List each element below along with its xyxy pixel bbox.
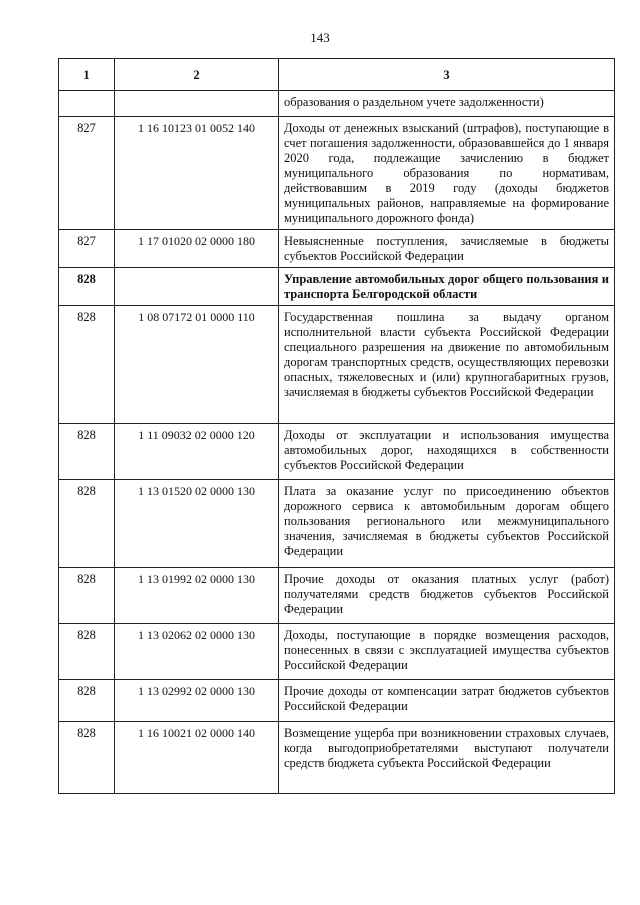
admin-code-cell: 828 — [59, 306, 115, 424]
column-header-1: 1 — [59, 59, 115, 91]
description-cell: Доходы, поступающие в порядке возмещения расходов, понесенных в связи с эксплуатацией имущества субъектов Российской Федерации — [279, 624, 615, 680]
table-row — [59, 480, 615, 568]
admin-code-cell: 828 — [59, 268, 115, 306]
admin-code-cell: 828 — [59, 624, 115, 680]
table-row — [59, 568, 615, 624]
admin-code-cell: 828 — [59, 680, 115, 722]
column-header-2: 2 — [115, 59, 279, 91]
table-row — [59, 680, 615, 722]
page-number: 143 — [310, 30, 330, 45]
description-cell: Возмещение ущерба при возникновении страховых случаев, когда выгодоприобретателями выступают получатели средств бюджета субъекта Российской Федерации — [279, 722, 615, 794]
description-cell: Доходы от эксплуатации и использования имущества автомобильных дорог, находящихся в собственности субъектов Российской Федерации — [279, 424, 615, 480]
admin-code-cell: 828 — [59, 568, 115, 624]
description-cell: образования о раздельном учете задолженности) — [279, 91, 615, 117]
column-header-3: 3 — [279, 59, 615, 91]
section-header-row — [59, 268, 615, 306]
description-cell: Прочие доходы от компенсации затрат бюджетов субъектов Российской Федерации — [279, 680, 615, 722]
table-row — [59, 722, 615, 794]
table-row — [59, 424, 615, 480]
admin-code-cell: 827 — [59, 230, 115, 268]
budget-code-cell: 1 13 02992 02 0000 130 — [115, 680, 279, 722]
table-row — [59, 117, 615, 230]
description-cell: Доходы от денежных взысканий (штрафов), поступающие в счет погашения задолженности, образовавшейся до 1 января 2020 года, подлежащие зачислению в бюджет муниципального образования по нормативам, действовавшим в 2019 году (доходы бюджетов муниципальных районов, направляемые на формирование муниципального дорожного фонда) — [279, 117, 615, 230]
budget-code-cell: 1 11 09032 02 0000 120 — [115, 424, 279, 480]
budget-code-cell — [115, 268, 279, 306]
description-cell: Прочие доходы от оказания платных услуг (работ) получателями средств бюджетов субъектов Российской Федерации — [279, 568, 615, 624]
section-title-cell: Управление автомобильных дорог общего пользования и транспорта Белгородской области — [279, 268, 615, 306]
admin-code-cell: 827 — [59, 117, 115, 230]
table-row — [59, 91, 615, 117]
description-cell: Невыясненные поступления, зачисляемые в бюджеты субъектов Российской Федерации — [279, 230, 615, 268]
description-cell: Государственная пошлина за выдачу органом исполнительной власти субъекта Российской Федерации специального разрешения на движение по автомобильным дорогам транспортных средств, осуществляющих перевозки опасных, тяжеловесных и (или) крупногабаритных грузов, зачисляемая в бюджеты субъектов Российской Федерации — [279, 306, 615, 424]
budget-code-cell: 1 17 01020 02 0000 180 — [115, 230, 279, 268]
admin-code-cell: 828 — [59, 480, 115, 568]
budget-code-cell: 1 16 10123 01 0052 140 — [115, 117, 279, 230]
table-row — [59, 624, 615, 680]
description-cell: Плата за оказание услуг по присоединению объектов дорожного сервиса к автомобильным дорогам общего пользования регионального или межмуниципального значения, зачисляемая в бюджеты субъектов Российской Федерации — [279, 480, 615, 568]
budget-code-cell: 1 16 10021 02 0000 140 — [115, 722, 279, 794]
admin-code-cell: 828 — [59, 424, 115, 480]
table-row — [59, 306, 615, 424]
budget-code-cell: 1 13 02062 02 0000 130 — [115, 624, 279, 680]
admin-code-cell — [59, 91, 115, 117]
budget-code-cell: 1 13 01520 02 0000 130 — [115, 480, 279, 568]
budget-code-cell: 1 08 07172 01 0000 110 — [115, 306, 279, 424]
budget-code-cell — [115, 91, 279, 117]
admin-code-cell: 828 — [59, 722, 115, 794]
table-row — [59, 230, 615, 268]
table-header-row — [59, 59, 615, 91]
budget-revenue-table — [58, 58, 615, 794]
budget-code-cell: 1 13 01992 02 0000 130 — [115, 568, 279, 624]
